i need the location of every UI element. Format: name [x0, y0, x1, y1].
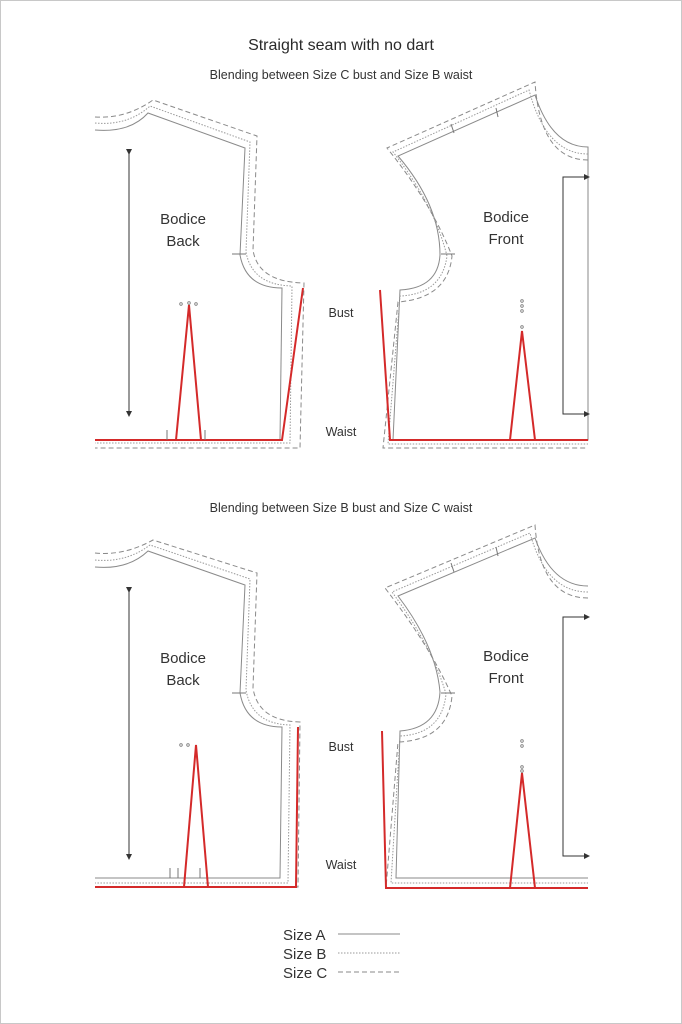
bodice-front-2: [382, 525, 590, 888]
front2-size-c-outline: [385, 525, 588, 888]
back2-label-line2: Back: [166, 672, 200, 689]
section-1: [95, 68, 590, 448]
front-label-line2: Front: [488, 231, 524, 248]
front-size-a-outline: [393, 95, 588, 440]
back-dart: [176, 305, 201, 440]
front-label-line1: Bodice: [483, 209, 529, 226]
waist-label-2: Waist: [325, 858, 357, 872]
back-label-line1: Bodice: [160, 211, 206, 228]
legend-label-size-c: Size C: [283, 965, 328, 982]
front-size-b-outline: [388, 90, 588, 444]
back2-dart: [184, 745, 208, 887]
front-dart: [510, 331, 535, 440]
front-fold-bracket: [563, 177, 588, 414]
back2-label-line1: Bodice: [160, 650, 206, 667]
bodice-back-2: [95, 540, 300, 887]
section-2-subtitle: Blending between Size B bust and Size C waist: [209, 501, 473, 515]
legend-label-size-a: Size A: [283, 927, 326, 944]
back-size-a-outline: [95, 113, 282, 440]
legend-label-size-b: Size B: [283, 946, 327, 963]
front-blend-line: [380, 290, 588, 440]
front2-dart: [510, 773, 535, 888]
front2-label-line2: Front: [488, 670, 524, 687]
bust-label-1: Bust: [328, 306, 354, 320]
back-size-b-outline: [95, 106, 292, 443]
diagram-title: Straight seam with no dart: [248, 37, 434, 54]
legend: [283, 927, 400, 982]
section-1-subtitle: Blending between Size C bust and Size B waist: [209, 68, 473, 82]
waist-label-1: Waist: [325, 425, 357, 439]
back-size-c-outline: [95, 100, 304, 448]
bodice-back-1: [95, 100, 304, 448]
bust-label-2: Bust: [328, 740, 354, 754]
front2-label-line1: Bodice: [483, 648, 529, 665]
back-label-line2: Back: [166, 233, 200, 250]
front2-blend-line: [382, 731, 588, 888]
section-2: [95, 501, 590, 888]
front2-size-b-outline: [391, 533, 588, 883]
front2-size-a-outline: [396, 538, 588, 878]
front-size-c-outline: [383, 82, 588, 448]
back2-size-c-outline: [95, 540, 300, 887]
front2-fold-bracket: [563, 617, 588, 856]
bodice-front-1: [380, 82, 590, 448]
back2-size-b-outline: [95, 545, 290, 883]
